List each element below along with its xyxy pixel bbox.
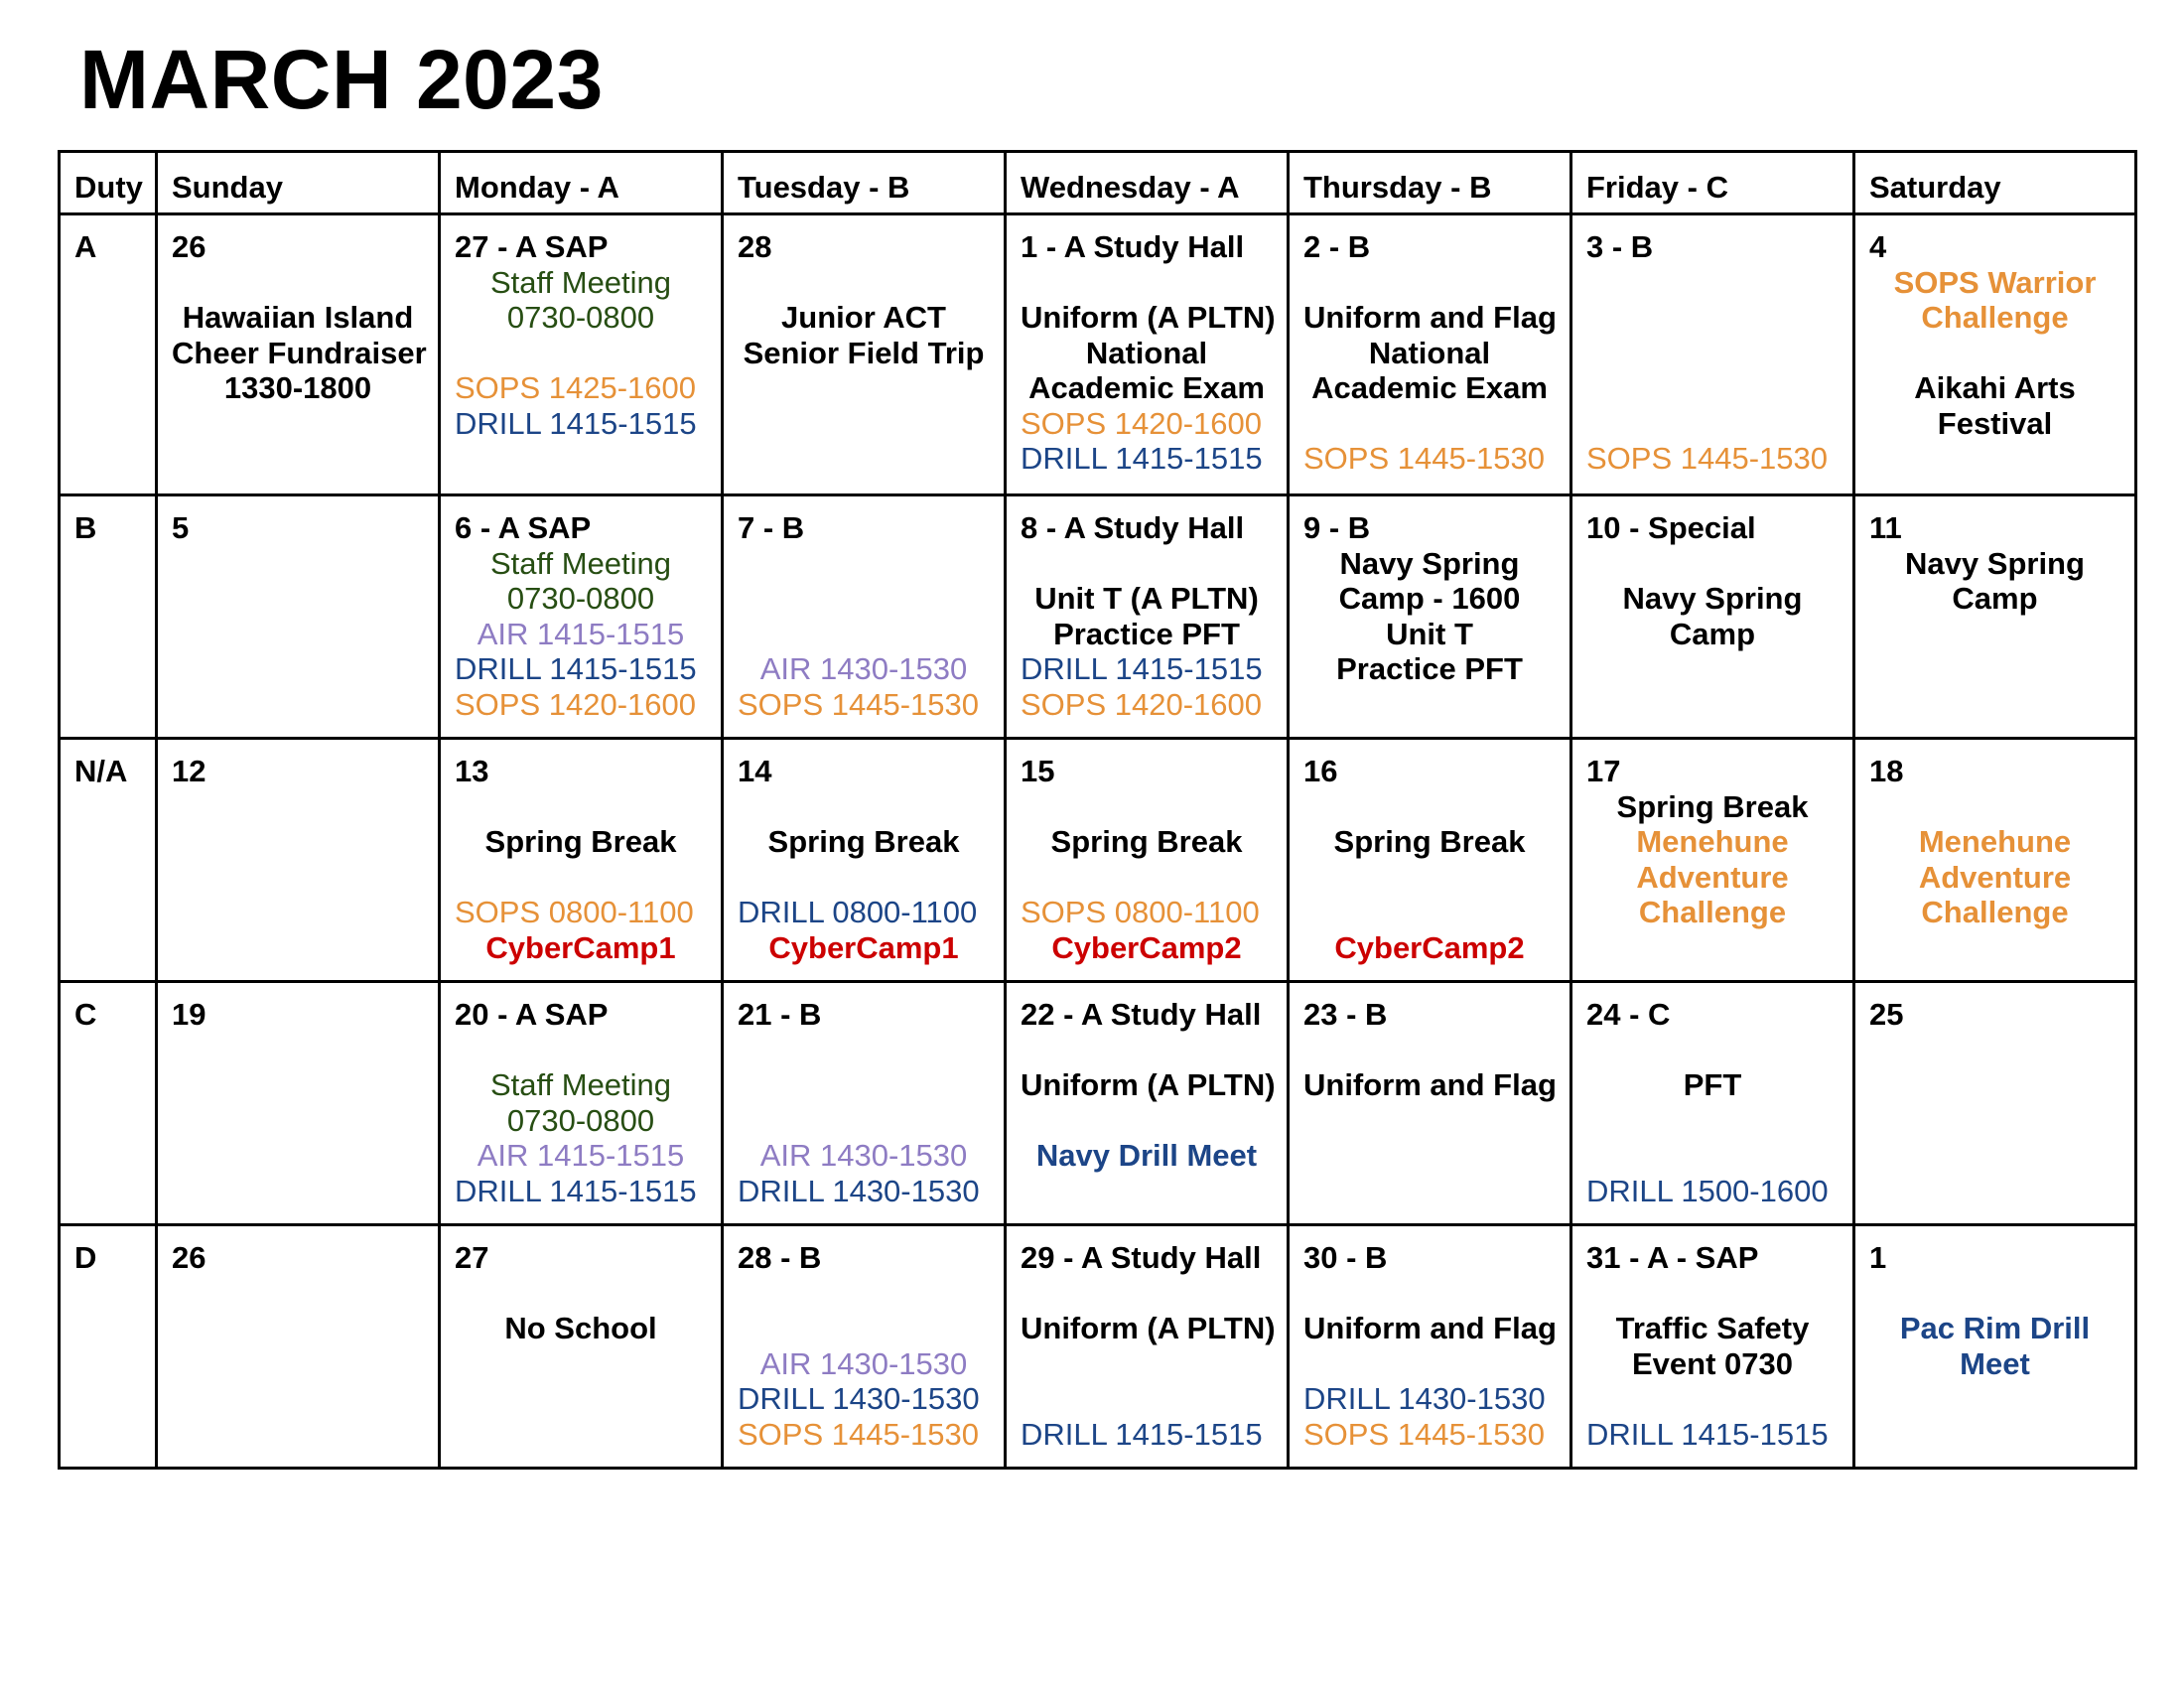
- day-cell: [440, 495, 723, 739]
- day-number: 19: [172, 997, 206, 1032]
- line-spacer: [1586, 1033, 1839, 1068]
- event-line: DRILL 0800-1100: [738, 895, 978, 929]
- day-cell: [1006, 739, 1289, 982]
- line-spacer: [1021, 1276, 1273, 1312]
- event-line: Spring Break: [767, 824, 960, 859]
- event-line: Junior ACT: [781, 300, 946, 335]
- event-line: Senior Field Trip: [743, 335, 985, 370]
- day-number: 9 - B: [1303, 510, 1371, 545]
- event-line: Staff Meeting: [489, 545, 672, 581]
- event-line: Pac Rim Drill: [1899, 1311, 2091, 1345]
- event-line: Menehune: [1636, 824, 1789, 859]
- line-spacer: [738, 1067, 990, 1103]
- calendar-table: [58, 150, 2137, 1470]
- day-cell: [723, 214, 1006, 495]
- event-line: Staff Meeting: [489, 1067, 672, 1102]
- day-number: 28: [738, 229, 772, 264]
- line-spacer: [1869, 789, 2120, 825]
- day-content: [1007, 496, 1287, 730]
- duty-label: D: [74, 1240, 97, 1275]
- event-line: PFT: [1683, 1067, 1742, 1102]
- event-line: 0730-0800: [506, 581, 655, 616]
- day-content: [1572, 215, 1852, 485]
- day-cell: [1006, 214, 1289, 495]
- event-line: AIR 1415-1515: [477, 1138, 685, 1173]
- line-spacer: [1303, 1346, 1556, 1382]
- day-cell: [440, 214, 723, 495]
- duty-label: B: [74, 510, 97, 545]
- day-cell: [1571, 982, 1854, 1225]
- duty-cell: [60, 495, 157, 739]
- line-spacer: [1586, 370, 1839, 406]
- day-content: [1290, 496, 1570, 695]
- event-line: Event 0730: [1632, 1345, 1793, 1381]
- day-cell: [1854, 214, 2136, 495]
- day-content: [441, 740, 721, 973]
- event-line: SOPS Warrior: [1893, 264, 2097, 300]
- line-spacer: [738, 1103, 990, 1139]
- line-spacer: [738, 1311, 990, 1346]
- event-line: SOPS 1425-1600: [455, 370, 697, 405]
- event-line: Academic Exam: [1311, 370, 1548, 405]
- event-line: Camp - 1600: [1338, 581, 1521, 616]
- day-content: [1572, 983, 1852, 1216]
- day-number: 12: [172, 754, 206, 788]
- line-spacer: [738, 860, 990, 896]
- day-content: [441, 1226, 721, 1354]
- event-line: SOPS 1445-1530: [1303, 1416, 1546, 1452]
- header-row: [60, 152, 2136, 214]
- day-cell: [1854, 1225, 2136, 1469]
- event-line: Uniform and Flag: [1303, 300, 1557, 335]
- day-number: 26: [172, 1240, 206, 1275]
- line-spacer: [738, 617, 990, 652]
- event-line: DRILL 1415-1515: [1586, 1416, 1829, 1452]
- day-number: 23 - B: [1303, 997, 1388, 1032]
- line-spacer: [1021, 265, 1273, 301]
- day-content: [1855, 215, 2134, 449]
- day-number: 10 - Special: [1586, 510, 1756, 545]
- line-spacer: [455, 860, 707, 896]
- event-line: SOPS 1420-1600: [1021, 405, 1263, 441]
- day-number: 25: [1869, 997, 1904, 1032]
- event-line: DRILL 1430-1530: [1303, 1381, 1546, 1416]
- event-line: Cheer Fundraiser: [172, 335, 427, 370]
- day-content: [1855, 740, 2134, 938]
- line-spacer: [1586, 546, 1839, 582]
- event-line: Adventure: [1636, 859, 1789, 895]
- day-cell: [1289, 495, 1571, 739]
- event-line: DRILL 1415-1515: [455, 651, 697, 686]
- day-content: [1290, 740, 1570, 973]
- day-number: 18: [1869, 754, 1904, 788]
- week-row: [60, 214, 2136, 495]
- week-row: [60, 495, 2136, 739]
- event-line: CyberCamp2: [1334, 929, 1525, 965]
- event-line: SOPS 0800-1100: [1021, 895, 1260, 929]
- day-content: [158, 740, 438, 797]
- header-tuesday: Tuesday - B: [723, 152, 1006, 214]
- event-line: Spring Break: [484, 824, 677, 859]
- line-spacer: [1021, 1033, 1273, 1068]
- day-number: 1 - A Study Hall: [1021, 229, 1245, 264]
- line-spacer: [1021, 789, 1273, 825]
- header-thursday: Thursday - B: [1289, 152, 1571, 214]
- event-line: Uniform and Flag: [1303, 1067, 1557, 1102]
- header-monday: Monday - A: [440, 152, 723, 214]
- line-spacer: [1021, 1103, 1273, 1139]
- line-spacer: [1586, 406, 1839, 442]
- event-line: Practice PFT: [1053, 616, 1240, 651]
- day-cell: [1289, 214, 1571, 495]
- event-line: CyberCamp2: [1051, 929, 1242, 965]
- day-cell: [1289, 1225, 1571, 1469]
- day-content: [158, 1226, 438, 1284]
- day-number: 27: [455, 1240, 489, 1275]
- event-line: DRILL 1430-1530: [738, 1173, 980, 1208]
- day-cell: [1571, 214, 1854, 495]
- line-spacer: [738, 1033, 990, 1068]
- day-content: [158, 983, 438, 1041]
- event-line: Traffic Safety: [1615, 1311, 1810, 1345]
- line-spacer: [1303, 406, 1556, 442]
- day-number: 4: [1869, 229, 1887, 264]
- header-saturday: Saturday: [1854, 152, 2136, 214]
- event-line: Challenge: [1921, 300, 2069, 335]
- day-cell: [157, 739, 440, 982]
- duty-cell: [60, 214, 157, 495]
- day-content: [1572, 740, 1852, 938]
- week-row: [60, 982, 2136, 1225]
- event-line: AIR 1430-1530: [759, 1345, 968, 1381]
- header-wednesday: Wednesday - A: [1006, 152, 1289, 214]
- line-spacer: [738, 581, 990, 617]
- day-cell: [1006, 495, 1289, 739]
- day-cell: [723, 739, 1006, 982]
- day-cell: [1571, 739, 1854, 982]
- day-content: [441, 983, 721, 1216]
- line-spacer: [738, 1276, 990, 1312]
- day-number: 20 - A SAP: [455, 997, 609, 1032]
- line-spacer: [1586, 300, 1839, 336]
- event-line: DRILL 1415-1515: [1021, 1416, 1263, 1452]
- event-line: Unit T: [1386, 616, 1473, 651]
- event-line: Spring Break: [1050, 824, 1243, 859]
- day-number: 27 - A SAP: [455, 229, 609, 264]
- day-cell: [1571, 1225, 1854, 1469]
- line-spacer: [1303, 860, 1556, 896]
- event-line: National: [1085, 335, 1208, 370]
- event-line: 0730-0800: [506, 1102, 655, 1138]
- day-number: 2 - B: [1303, 229, 1371, 264]
- event-line: Camp: [1952, 581, 2038, 616]
- event-line: Spring Break: [1616, 788, 1809, 824]
- day-number: 26: [172, 229, 206, 264]
- event-line: National: [1368, 335, 1491, 370]
- day-content: [1290, 1226, 1570, 1460]
- event-line: Navy Drill Meet: [1035, 1138, 1258, 1173]
- day-content: [1290, 215, 1570, 485]
- duty-cell: [60, 982, 157, 1225]
- day-cell: [440, 739, 723, 982]
- duty-label: A: [74, 229, 97, 264]
- day-cell: [157, 214, 440, 495]
- event-line: DRILL 1415-1515: [455, 405, 697, 441]
- day-number: 8 - A Study Hall: [1021, 510, 1245, 545]
- event-line: SOPS 1445-1530: [1586, 441, 1829, 476]
- day-content: [1572, 1226, 1852, 1460]
- line-spacer: [738, 789, 990, 825]
- event-line: SOPS 1420-1600: [455, 686, 697, 722]
- day-content: [1855, 496, 2134, 625]
- day-cell: [1289, 982, 1571, 1225]
- day-cell: [1854, 739, 2136, 982]
- line-spacer: [1586, 336, 1839, 371]
- event-line: SOPS 1445-1530: [1303, 441, 1546, 476]
- event-line: DRILL 1500-1600: [1586, 1173, 1829, 1208]
- line-spacer: [1303, 1276, 1556, 1312]
- day-number: 5: [172, 510, 190, 545]
- event-line: 1330-1800: [223, 370, 372, 405]
- event-line: Spring Break: [1333, 824, 1526, 859]
- line-spacer: [455, 1276, 707, 1312]
- line-spacer: [1021, 1346, 1273, 1382]
- line-spacer: [1021, 546, 1273, 582]
- event-line: Academic Exam: [1028, 370, 1265, 405]
- duty-label: C: [74, 997, 97, 1032]
- day-number: 29 - A Study Hall: [1021, 1240, 1262, 1275]
- day-content: [441, 496, 721, 730]
- day-content: [1007, 215, 1287, 485]
- line-spacer: [455, 789, 707, 825]
- line-spacer: [1586, 1276, 1839, 1312]
- line-spacer: [172, 265, 424, 301]
- line-spacer: [1021, 1381, 1273, 1417]
- day-number: 17: [1586, 754, 1621, 788]
- event-line: Navy Spring: [1622, 581, 1803, 616]
- day-cell: [1571, 495, 1854, 739]
- day-number: 11: [1869, 510, 1902, 545]
- day-cell: [723, 495, 1006, 739]
- day-content: [724, 983, 1004, 1216]
- event-line: 0730-0800: [506, 300, 655, 335]
- event-line: Uniform (A PLTN): [1021, 300, 1276, 335]
- day-content: [1007, 983, 1287, 1182]
- day-cell: [723, 1225, 1006, 1469]
- event-line: Navy Spring: [1905, 545, 2085, 581]
- day-content: [1007, 1226, 1287, 1460]
- event-line: Staff Meeting: [489, 264, 672, 300]
- event-line: DRILL 1415-1515: [455, 1173, 697, 1208]
- event-line: SOPS 1420-1600: [1021, 686, 1263, 722]
- event-line: AIR 1415-1515: [477, 616, 685, 651]
- event-line: Uniform and Flag: [1303, 1311, 1557, 1345]
- day-content: [1572, 496, 1852, 659]
- line-spacer: [1869, 336, 2120, 371]
- day-cell: [440, 1225, 723, 1469]
- event-line: AIR 1430-1530: [759, 1138, 968, 1173]
- line-spacer: [1303, 1033, 1556, 1068]
- event-line: No School: [504, 1311, 657, 1345]
- event-line: CyberCamp1: [485, 929, 676, 965]
- day-number: 31 - A - SAP: [1586, 1240, 1759, 1275]
- line-spacer: [1586, 1103, 1839, 1139]
- day-cell: [1289, 739, 1571, 982]
- header-friday: Friday - C: [1571, 152, 1854, 214]
- line-spacer: [1586, 1381, 1839, 1417]
- event-line: Menehune: [1918, 824, 2072, 859]
- event-line: Practice PFT: [1336, 651, 1523, 686]
- day-number: 28 - B: [738, 1240, 822, 1275]
- line-spacer: [1303, 789, 1556, 825]
- day-content: [441, 215, 721, 449]
- day-content: [724, 740, 1004, 973]
- day-number: 6 - A SAP: [455, 510, 592, 545]
- day-content: [158, 215, 438, 414]
- line-spacer: [1303, 895, 1556, 930]
- day-content: [158, 496, 438, 554]
- day-cell: [157, 982, 440, 1225]
- day-number: 13: [455, 754, 489, 788]
- event-line: Hawaiian Island: [182, 300, 414, 335]
- event-line: Challenge: [1638, 895, 1787, 929]
- day-cell: [157, 495, 440, 739]
- event-line: SOPS 0800-1100: [455, 895, 694, 929]
- event-line: SOPS 1445-1530: [738, 686, 980, 722]
- event-line: Aikahi Arts: [1914, 370, 2076, 405]
- event-line: Uniform (A PLTN): [1021, 1311, 1276, 1345]
- line-spacer: [1869, 1276, 2120, 1312]
- event-line: Meet: [1960, 1345, 2030, 1381]
- day-number: 3 - B: [1586, 229, 1654, 264]
- day-cell: [1854, 495, 2136, 739]
- day-content: [1007, 740, 1287, 973]
- page-title: MARCH 2023: [79, 33, 604, 126]
- calendar-body: [60, 214, 2136, 1469]
- day-cell: [157, 1225, 440, 1469]
- day-cell: [1006, 1225, 1289, 1469]
- line-spacer: [1021, 860, 1273, 896]
- header-duty: Duty: [60, 152, 157, 214]
- day-content: [1855, 983, 2134, 1041]
- day-number: 15: [1021, 754, 1055, 788]
- day-cell: [440, 982, 723, 1225]
- event-line: Navy Spring: [1339, 545, 1520, 581]
- header-sunday: Sunday: [157, 152, 440, 214]
- day-number: 30 - B: [1303, 1240, 1388, 1275]
- day-content: [724, 215, 1004, 378]
- event-line: DRILL 1430-1530: [738, 1381, 980, 1416]
- event-line: Adventure: [1918, 859, 2072, 895]
- week-row: [60, 739, 2136, 982]
- event-line: DRILL 1415-1515: [1021, 651, 1263, 686]
- day-cell: [1006, 982, 1289, 1225]
- event-line: Uniform (A PLTN): [1021, 1067, 1276, 1102]
- event-line: SOPS 1445-1530: [738, 1416, 980, 1452]
- day-content: [724, 1226, 1004, 1460]
- line-spacer: [1586, 265, 1839, 301]
- day-content: [1855, 1226, 2134, 1389]
- day-number: 16: [1303, 754, 1338, 788]
- line-spacer: [455, 1033, 707, 1068]
- day-content: [724, 496, 1004, 730]
- day-cell: [723, 982, 1006, 1225]
- day-number: 22 - A Study Hall: [1021, 997, 1262, 1032]
- day-content: [1290, 983, 1570, 1111]
- event-line: Camp: [1669, 616, 1756, 651]
- week-row: [60, 1225, 2136, 1469]
- day-number: 7 - B: [738, 510, 805, 545]
- line-spacer: [738, 265, 990, 301]
- duty-cell: [60, 1225, 157, 1469]
- day-cell: [1854, 982, 2136, 1225]
- event-line: CyberCamp1: [768, 929, 959, 965]
- line-spacer: [738, 546, 990, 582]
- event-line: Festival: [1937, 405, 2053, 441]
- duty-label: N/A: [74, 754, 128, 788]
- day-number: 21 - B: [738, 997, 822, 1032]
- duty-cell: [60, 739, 157, 982]
- event-line: Challenge: [1921, 895, 2069, 929]
- day-number: 1: [1869, 1240, 1887, 1275]
- event-line: AIR 1430-1530: [759, 651, 968, 686]
- day-number: 24 - C: [1586, 997, 1671, 1032]
- day-number: 14: [738, 754, 772, 788]
- line-spacer: [1303, 265, 1556, 301]
- event-line: DRILL 1415-1515: [1021, 441, 1263, 476]
- event-line: Unit T (A PLTN): [1034, 581, 1259, 616]
- line-spacer: [455, 336, 707, 371]
- line-spacer: [1586, 1138, 1839, 1174]
